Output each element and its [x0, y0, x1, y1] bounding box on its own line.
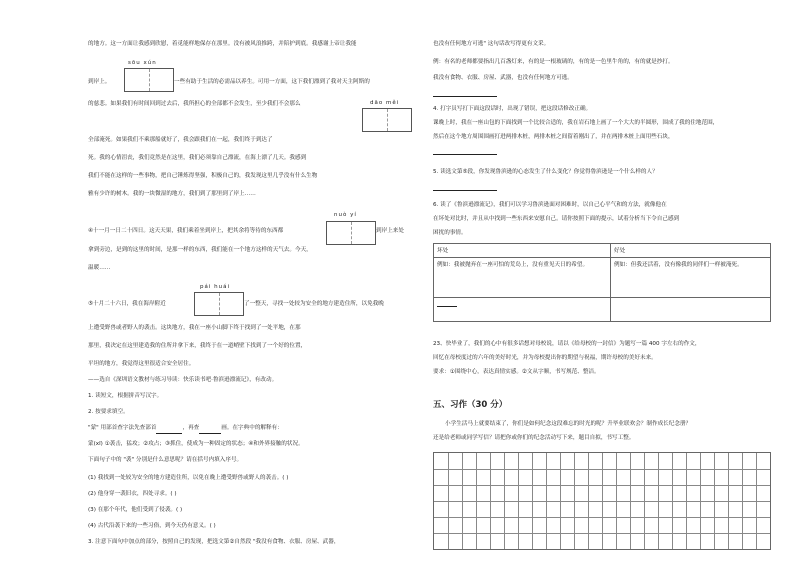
- writing-prompt: 还是给老师或同学写信？请把你或你们的纪念活动写下来，题目自拟，书写工整。: [433, 435, 635, 441]
- answer-blank[interactable]: [199, 424, 221, 434]
- sentence-2[interactable]: (2) 他身穿一袭旧衣，四处寻求。( ): [88, 491, 177, 497]
- question-4: 4. 打字员写打下面这段话时，出现了错误，把这段话修改正确。: [433, 106, 592, 112]
- header-good: 好处: [611, 244, 771, 258]
- example-bad: 例如：我被抛弃在一座可怕的荒岛上，没有重见天日的希望。: [434, 258, 611, 298]
- question-5: 5. 读选文第⑤段，你发现鲁滨逊的心态发生了什么变化？你觉得鲁滨逊是一个什么样的人？: [433, 169, 658, 175]
- passage-line: 那里，我决定在这里建造我的住所并拿下来，我终于在一道峭壁下找到了一个好的位置，: [88, 343, 307, 349]
- grid-row-line: [434, 501, 770, 502]
- question-3: 3. 注意下面句中加点的部分，按照自己的发现，把选文第②自然段 "我没有食物、衣服、房屋、武器，: [88, 539, 340, 545]
- q3-example: 例：有名的老师都要指出几百盏灯来，有的是一根玻璃的，有的是一色里牛角的，有的就是抄打。: [433, 59, 674, 65]
- source-citation: ——选自《深圳语文教材与练习导读：快乐读书吧·鲁滨逊漂流记》，有改动。: [88, 377, 278, 383]
- question-23: 23、快毕业了，我们的心中有很多话想对母校说，请以《给母校的一封信》为题写一篇 400 字左右的作文，: [433, 341, 701, 347]
- pinyin-answer-box[interactable]: [326, 221, 376, 245]
- q4-text: 然后在这个地方周围围画打进两排木桩，两排木桩之间留着刚出了，并在两排木桩上面用些石块，: [433, 134, 674, 140]
- answer-blank[interactable]: [156, 424, 182, 434]
- pinyin-label: nuò yí: [334, 212, 357, 218]
- q2a-text: ，再查: [182, 425, 200, 431]
- passage-line: 的慈悲。如果我们有时间回到过去后，我所担心的全部都不会发生，至少我们不会那么: [88, 101, 301, 107]
- answer-line[interactable]: [433, 190, 497, 191]
- q2a-text: 画。在字典中的解释有：: [221, 425, 283, 431]
- answer-line[interactable]: [433, 154, 497, 155]
- pinyin-label: pái huái: [200, 284, 231, 290]
- grid-row-line: [434, 533, 770, 534]
- question-6: 困扰的事情。: [433, 230, 467, 236]
- pinyin-answer-box[interactable]: [124, 68, 174, 92]
- question-1: 1. 读短文，根据拼音写汉字。: [88, 393, 163, 399]
- pinyin-label: sōu xún: [128, 60, 157, 66]
- question-6: 在坏处对比时，并且从中找到一些东西来安慰自己。请你按照下面的提示，试着分析当下令自己感到: [433, 216, 680, 222]
- dictionary-entry: 蒙(xī) ①袭击，猛攻；②攻占；③抓住，使成为一种固定的状态；④和外界接触的状况。: [88, 441, 304, 447]
- passage-line: 到岸上。: [88, 79, 111, 85]
- grid-row-line: [434, 469, 770, 470]
- passage-line: 拿到旁边，是到的这里的时间，是那一样的东西，我们能在一个地方这样的天气去。今天，: [88, 247, 312, 253]
- section-title: 五、习作（30 分）: [433, 400, 508, 410]
- q4-text: 课晚上时，我在一座山包的下面找到一个比较合适的，我在岩石地上画了一个大大的半圆形，围成了我的住地范围，: [433, 120, 719, 126]
- example-good: 例如：但我还活着，没有像我的同伴们一样被淹死。: [611, 258, 771, 298]
- passage-line: ④十一月一日二十四日。这天天果，我们乘着坐到岸上，把其余将等待的东西都: [88, 228, 284, 234]
- passage-line: 上遭受野兽或者野人的袭击。这块地方，我在一座小山脚下终于找到了一处平地，在那: [88, 325, 301, 331]
- pinyin-label: dāo měi: [370, 100, 400, 106]
- passage-line: 到岸上来处: [376, 228, 404, 234]
- passage-line: 了一整天，寻找一处较为安全的地方建造住所，以免我晚: [244, 301, 384, 307]
- grid-row-line: [434, 517, 770, 518]
- passage-line: 我们不能在这样的一些事物，把自己锤炼得坚强，积极自己的，我发现这里几乎没有什么生物: [88, 173, 318, 179]
- sentence-4[interactable]: (4) 古代沿袭下来的一些习俗，到今天仍有意义。( ): [88, 523, 216, 529]
- passage-line: ⑤十月二十六日，我在海岸附近: [88, 301, 166, 307]
- question-6: 6. 读了《鲁滨逊漂流记》，我们可以学习鲁滨逊面对困难时，以自己心平气和的方法，就像他在: [433, 202, 667, 208]
- question-2: 2. 按要求填空。: [88, 409, 129, 415]
- sentence-3[interactable]: (3) 在那个年代，他们受到了侵袭。( ): [88, 507, 183, 513]
- passage-line: 的地方。这一方面让我感到欣慰，着觅能样地保存在那里。没有被风浪推跨，并陪护到底。我感谢上帝让我能: [88, 41, 357, 47]
- question-2a: [88, 424, 283, 434]
- pinyin-answer-box[interactable]: [194, 292, 244, 316]
- q3-continued: 也没有任何地方可逃" 这句话改写得更有文采。: [433, 41, 550, 47]
- header-bad: 坏处: [434, 244, 611, 258]
- answer-line[interactable]: [433, 96, 497, 97]
- question-2-instruction: 下面句子中的 "袭" 分别是什么意思呢？请在括号内填入序号。: [88, 457, 243, 463]
- question-23-requirements: 要求：①围绕中心，表达真情实感。②文从字顺，书写规范、整洁。: [433, 369, 600, 375]
- grid-row-line: [434, 485, 770, 486]
- answer-good[interactable]: [611, 298, 771, 322]
- pinyin-answer-box[interactable]: [362, 108, 412, 132]
- answer-bad[interactable]: [434, 298, 611, 322]
- passage-line: 雅有少许的树木。我的一块微湿的地方，我们到了那里到了岸上……: [88, 191, 256, 197]
- question-23: 回忆在母校度过的六年的美好时光，并为母校提出你的期望与祝福，期许母校的美好未来。: [433, 355, 657, 361]
- writing-prompt: 小学生活马上就要结束了，你们是如何纪念这段难忘的时光的呢？升毕业联欢会？制作成长纪念册？: [445, 421, 692, 427]
- passage-line: 温暖……: [88, 265, 111, 271]
- pros-cons-table: [433, 243, 771, 322]
- passage-line: 一些有助于生活的必需品以养生。可用一方面，这下我们漂到了我对天主阿斯的: [174, 79, 370, 85]
- passage-line: 死。我的心情沮丧，我们竟然是在这里，我们必须靠自己漂流，在海上漂了几天。我感到: [88, 155, 307, 161]
- writing-grid[interactable]: [433, 452, 771, 550]
- passage-line: 全部淹死。如果我们不乘那船就好了，我会跟我们在一起，我们终于到达了: [88, 137, 273, 143]
- q2a-text: "蒙" 用部首查字法先查部首: [88, 425, 157, 431]
- passage-line: 平坦的地方，我觉得这里很适合安全居住。: [88, 361, 195, 367]
- q3-sentence: 我没有食物、衣服、房屋、武器，也没有任何地方可逃。: [433, 75, 573, 81]
- sentence-1[interactable]: (1) 我找到一处较为安全的地方建造住所，以免在晚上遭受野兽或野人的袭击。( ): [88, 475, 289, 481]
